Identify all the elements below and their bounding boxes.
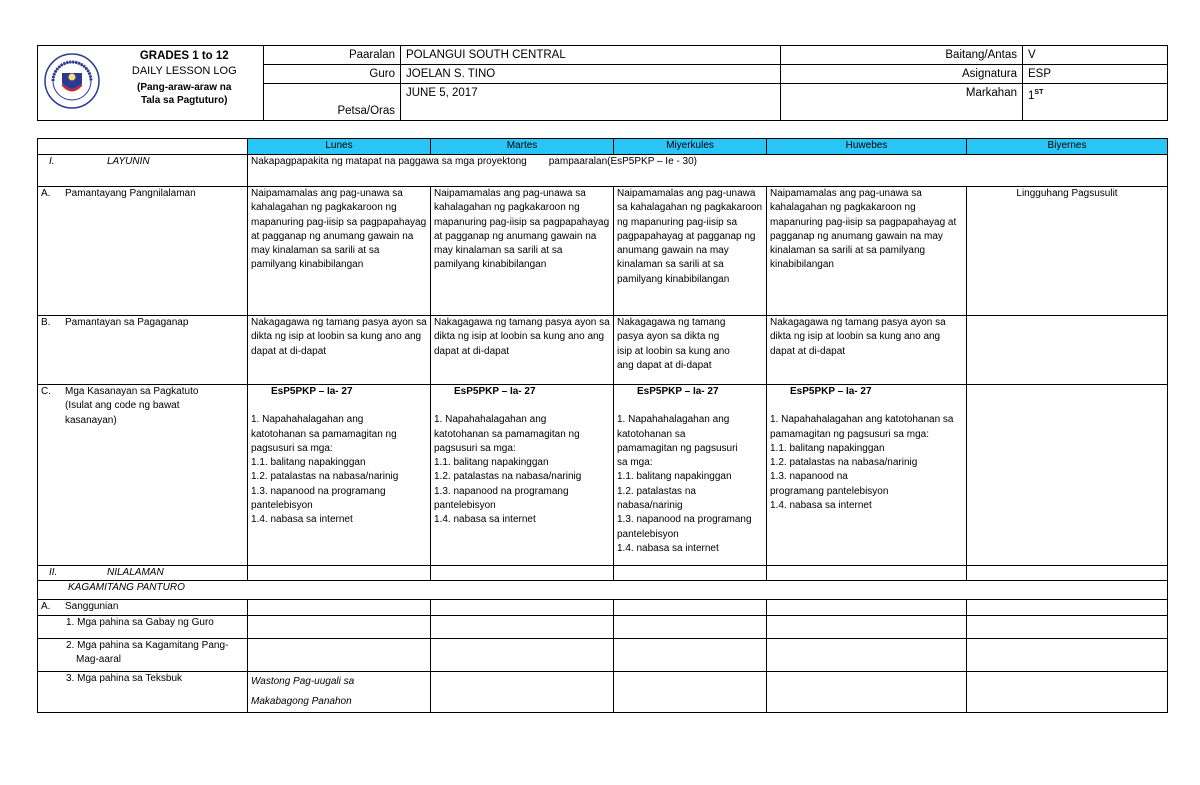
teksbuk-miyerkules [614, 671, 767, 712]
sanggunian-huwebes [767, 600, 967, 615]
markahan-value: 1 [1028, 89, 1035, 102]
ks-martes-item-3: 1.3. napanood na programang pantelebisyon [434, 485, 569, 512]
kpm-lunes [248, 638, 431, 671]
paaralan-label: Paaralan [264, 46, 401, 65]
guro-label: Guro [264, 65, 401, 84]
pp-label: Pamantayang Pangnilalaman [65, 188, 196, 199]
ks-miyerkules-item-2: 1.2. patalastas na nabasa/narinig [617, 485, 696, 512]
markahan-label: Markahan [781, 84, 1023, 121]
ks-huwebes-item-2: 1.2. patalastas na nabasa/narinig [770, 457, 918, 469]
ks-martes [431, 385, 614, 566]
psp-biyernes [967, 316, 1168, 385]
sanggunian-biyernes [967, 600, 1168, 615]
kpm-martes [431, 638, 614, 671]
ks-lunes-item-4: 1.4. nabasa sa internet [251, 514, 353, 526]
sanggunian-label: Sanggunian [65, 601, 119, 613]
ks-miyerkules-body: 1. Napahahalagahan ang katotohanan sa pamamagitan ng pagsusuri sa mga: [617, 414, 738, 469]
nilalaman-huwebes [767, 566, 967, 581]
ks-martes-item-4: 1.4. nabasa sa internet [434, 514, 536, 526]
pamantayan-sa-pagganap-row [38, 316, 1168, 385]
day-biyernes: Biyernes [967, 139, 1168, 155]
ks-lunes [248, 385, 431, 566]
grades-title: GRADES 1 to 12 [139, 50, 229, 62]
day-martes: Martes [431, 139, 614, 155]
psp-huwebes: Nakagagawa ng tamang pasya ayon sa dikta ng isip at loobin sa kung ano ang dapat at di-dapat [767, 316, 967, 385]
markahan-sup: ST [1034, 89, 1044, 96]
nilalaman-miyerkules [614, 566, 767, 581]
teksbuk-huwebes [767, 671, 967, 712]
kpm-label-cell [38, 638, 248, 671]
teksbuk-lunes-1: Wastong Pag-uugali sa [251, 675, 355, 687]
pp-martes: Naipamamalas ang pag-unawa sa kahalagahan ng pagkakaroon ng mapanuring pag-iisip sa pagpapahayag at pagganap ng anumang gawain na may kinalaman sa sarili at sa pamilyang kinabibilangan [431, 187, 614, 316]
sanggunian-row [38, 600, 1168, 615]
nilalaman-roman: II. [49, 567, 58, 578]
guro-value: JOELAN S. TINO [401, 65, 781, 84]
gabay-lunes [248, 615, 431, 638]
dll-subtitle-2: Tala sa Pagtuturo) [141, 95, 228, 106]
nilalaman-label: NILALAMAN [107, 567, 164, 578]
ks-lunes-item-2: 1.2. patalastas na nabasa/narinig [251, 471, 399, 483]
psp-label: Pamantayan sa Pagaganap [65, 317, 189, 328]
teksbuk-martes [431, 671, 614, 712]
ks-label-1: Mga Kasanayan sa Pagkatuto [65, 386, 199, 397]
ks-martes-code: EsP5PKP – Ia- 27 [454, 386, 536, 397]
header-table [37, 45, 1168, 121]
kagamitan-row [38, 581, 1168, 600]
kagamitang-pang-mag-aaral-row [38, 638, 1168, 671]
kpm-biyernes [967, 638, 1168, 671]
teksbuk-lunes-2: Makabagong Panahon [251, 695, 352, 707]
dll-title: DAILY LESSON LOG [131, 65, 237, 77]
ks-lunes-code: EsP5PKP – Ia- 27 [271, 386, 353, 397]
petsa-label: Petsa/Oras [264, 84, 401, 121]
day-header-row [38, 139, 1168, 155]
layunin-roman: I. [49, 156, 55, 167]
sanggunian-martes [431, 600, 614, 615]
ks-lunes-item-3: 1.3. napanood na programang pantelebisyon [251, 485, 386, 512]
gabay-huwebes [767, 615, 967, 638]
ks-miyerkules-item-1: 1.1. balitang napakinggan [617, 471, 732, 483]
ks-miyerkules-code: EsP5PKP – Ia- 27 [637, 386, 719, 397]
ks-huwebes-body: 1. Napahahalagahan ang katotohanan sa pamamagitan ng pagsusuri sa mga: [770, 414, 954, 440]
layunin-text-a: Nakapagpapakita ng matapat na paggawa sa mga proyektong [251, 156, 527, 167]
ks-huwebes-code: EsP5PKP – Ia- 27 [790, 386, 872, 397]
pp-huwebes: Naipamamalas ang pag-unawa sa kahalagahan ng pagkakaroon ng mapanuring pag-iisip sa pagpapahayag at pagganap ng anumang gawain na may kinalaman sa sarili at sa pamilyang kinabibilangan [767, 187, 967, 316]
pp-letter: A. [41, 188, 51, 199]
layunin-text-b: pampaaralan(EsP5PKP – Ie - 30) [548, 156, 697, 167]
ks-lunes-body: 1. Napahahalagahan ang katotohanan sa pamamagitan ng pagsusuri sa mga: [251, 414, 397, 454]
gabay-biyernes [967, 615, 1168, 638]
dll-subtitle-1: (Pang-araw-araw na [137, 82, 232, 93]
ks-miyerkules-item-4: 1.4. nabasa sa internet [617, 542, 719, 554]
nilalaman-row [38, 566, 1168, 581]
pp-miyerkules: Naipamamalas ang pag-unawa sa kahalagahan ng pagkakaroon ng mapanuring pag-iisip sa pagpapahayag at pagganap ng anumang gawain na may kinalaman sa sarili at sa pamilyang kinabibilangan [614, 187, 767, 316]
teksbuk-lunes [248, 671, 431, 712]
layunin-label-cell [38, 155, 248, 187]
ks-huwebes-item-1: 1.1. balitang napakinggan [770, 442, 885, 454]
psp-label-cell [38, 316, 248, 385]
teksbuk-biyernes [967, 671, 1168, 712]
grades-cell [106, 46, 264, 121]
day-miyerkules: Miyerkules [614, 139, 767, 155]
psp-miyerkules: Nakagagawa ng tamang pasya ayon sa dikta ng isip at loobin sa kung ano ang dapat at di-dapat [614, 316, 767, 385]
pp-label-cell [38, 187, 248, 316]
corner-cell [38, 139, 248, 155]
sanggunian-letter: A. [41, 601, 51, 613]
kasanayan-row [38, 385, 1168, 566]
pp-lunes: Naipamamalas ang pag-unawa sa kahalagahan ng pagkakaroon ng mapanuring pag-iisip sa pagpapahayag at pagganap ng anumang gawain na may kinalaman sa sarili at sa pamilyang kinabibilangan [248, 187, 431, 316]
sanggunian-lunes [248, 600, 431, 615]
teksbuk-row [38, 671, 1168, 712]
day-huwebes: Huwebes [767, 139, 967, 155]
layunin-label: LAYUNIN [107, 156, 150, 167]
kagamitan-label: KAGAMITANG PANTURO [38, 581, 1168, 600]
layunin-text [248, 155, 1168, 187]
ks-huwebes [767, 385, 967, 566]
asignatura-label: Asignatura [781, 65, 1023, 84]
nilalaman-label-cell [38, 566, 248, 581]
ks-lunes-item-1: 1.1. balitang napakinggan [251, 457, 366, 469]
nilalaman-martes [431, 566, 614, 581]
markahan-cell [1023, 84, 1168, 121]
gabay-row [38, 615, 1168, 638]
baitang-value: V [1023, 46, 1168, 65]
day-lunes: Lunes [248, 139, 431, 155]
layunin-row [38, 155, 1168, 187]
gabay-miyerkules [614, 615, 767, 638]
pp-biyernes: Lingguhang Pagsusulit [967, 187, 1168, 316]
asignatura-value: ESP [1023, 65, 1168, 84]
ks-martes-body: 1. Napahahalagahan ang katotohanan sa pamamagitan ng pagsusuri sa mga: [434, 414, 580, 454]
kpm-huwebes [767, 638, 967, 671]
ks-label-2: (Isulat ang code ng bawat kasanayan) [65, 400, 180, 426]
nilalaman-lunes [248, 566, 431, 581]
nilalaman-biyernes [967, 566, 1168, 581]
ks-huwebes-item-3: 1.3. napanood na programang pantelebisyon [770, 471, 889, 497]
deped-seal [38, 46, 106, 121]
psp-letter: B. [41, 317, 51, 328]
ks-letter: C. [41, 386, 51, 397]
ks-miyerkules [614, 385, 767, 566]
ks-biyernes [967, 385, 1168, 566]
ks-huwebes-item-4: 1.4. nabasa sa internet [770, 500, 872, 512]
ks-miyerkules-item-3: 1.3. napanood na programang pantelebisyon [617, 514, 752, 540]
baitang-label: Baitang/Antas [781, 46, 1023, 65]
kpm-label-2: Mag-aaral [76, 653, 122, 665]
petsa-value: JUNE 5, 2017 [401, 84, 781, 121]
psp-lunes: Nakagagawa ng tamang pasya ayon sa dikta ng isip at loobin sa kung ano ang dapat at di-dapat [248, 316, 431, 385]
kpm-miyerkules [614, 638, 767, 671]
sanggunian-label-cell [38, 600, 248, 615]
lesson-table [37, 138, 1168, 713]
psp-martes: Nakagagawa ng tamang pasya ayon sa dikta ng isip at loobin sa kung ano ang dapat at di-dapat [431, 316, 614, 385]
teksbuk-label: 3. Mga pahina sa Teksbuk [38, 671, 248, 712]
gabay-martes [431, 615, 614, 638]
kpm-label-1: 2. Mga pahina sa Kagamitang Pang- [66, 639, 229, 651]
deped-seal-icon [44, 53, 100, 109]
ks-martes-item-1: 1.1. balitang napakinggan [434, 457, 549, 469]
sanggunian-miyerkules [614, 600, 767, 615]
gabay-label: 1. Mga pahina sa Gabay ng Guro [38, 615, 248, 638]
ks-label-cell [38, 385, 248, 566]
ks-martes-item-2: 1.2. patalastas na nabasa/narinig [434, 471, 582, 483]
paaralan-value: POLANGUI SOUTH CENTRAL [401, 46, 781, 65]
pamantayang-pangnilalaman-row [38, 187, 1168, 316]
